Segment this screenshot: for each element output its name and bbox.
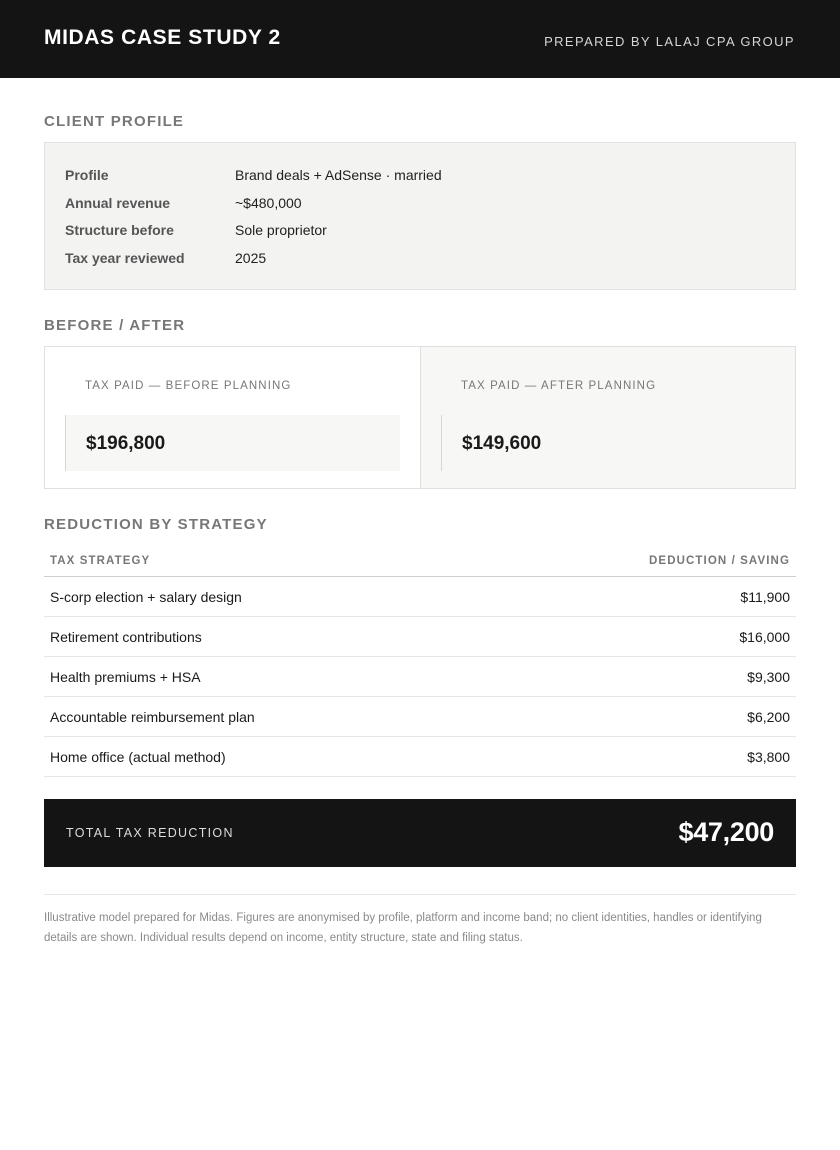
reduction-by-strategy-heading: REDUCTION BY STRATEGY	[44, 516, 268, 533]
footer-divider	[44, 894, 796, 895]
profile-row-value: ~$480,000	[235, 195, 302, 211]
strategy-amount: $6,200	[747, 709, 790, 725]
client-profile-panel	[44, 142, 796, 290]
before-planning-value-box	[65, 415, 400, 471]
profile-row-key: Annual revenue	[65, 195, 171, 211]
strategy-amount: $9,300	[747, 669, 790, 685]
column-header-saving: DEDUCTION / SAVING	[649, 555, 790, 567]
strategy-amount: $11,900	[740, 589, 790, 605]
before-planning-value: $196,800	[86, 433, 166, 454]
profile-row-value: 2025	[235, 250, 267, 266]
strategy-name: Retirement contributions	[50, 629, 202, 645]
table-row	[44, 577, 796, 617]
strategy-name: Accountable reimbursement plan	[50, 709, 255, 725]
total-tax-reduction-bar	[44, 799, 796, 867]
table-row	[44, 657, 796, 697]
profile-row-key: Tax year reviewed	[65, 250, 185, 266]
document-title: MIDAS CASE STUDY 2	[44, 26, 281, 49]
strategy-amount: $16,000	[739, 629, 790, 645]
after-planning-label: TAX PAID — AFTER PLANNING	[461, 380, 657, 392]
before-planning-card	[45, 347, 421, 488]
strategy-table	[44, 544, 796, 777]
table-header	[44, 544, 796, 577]
page-header	[0, 0, 840, 78]
profile-row-value: Brand deals + AdSense · married	[235, 167, 442, 183]
disclaimer-footnote: Illustrative model prepared for Midas. Figures are anonymised by profile, platform and income band; no client identities, handles or identifying details are shown. Individual results depend on income, entity structure, state and filing status.	[44, 912, 762, 944]
client-profile-heading: CLIENT PROFILE	[44, 113, 185, 130]
before-after-panel	[44, 346, 796, 489]
profile-row-key: Profile	[65, 167, 109, 183]
total-tax-reduction-label: TOTAL TAX REDUCTION	[66, 826, 234, 840]
total-tax-reduction-value: $47,200	[678, 817, 774, 847]
table-row	[44, 617, 796, 657]
strategy-name: S-corp election + salary design	[50, 589, 242, 605]
profile-row-value: Sole proprietor	[235, 222, 327, 238]
after-planning-card	[421, 347, 795, 488]
after-planning-value-box	[441, 415, 776, 471]
profile-row-key: Structure before	[65, 222, 174, 238]
strategy-amount: $3,800	[747, 749, 790, 765]
column-header-strategy: TAX STRATEGY	[50, 555, 151, 567]
after-planning-value: $149,600	[462, 433, 542, 454]
strategy-name: Home office (actual method)	[50, 749, 226, 765]
prepared-by-label: PREPARED BY LALAJ CPA GROUP	[544, 34, 795, 49]
table-row	[44, 697, 796, 737]
table-row	[44, 737, 796, 777]
strategy-name: Health premiums + HSA	[50, 669, 201, 685]
before-planning-label: TAX PAID — BEFORE PLANNING	[85, 380, 292, 392]
before-after-heading: BEFORE / AFTER	[44, 317, 186, 334]
